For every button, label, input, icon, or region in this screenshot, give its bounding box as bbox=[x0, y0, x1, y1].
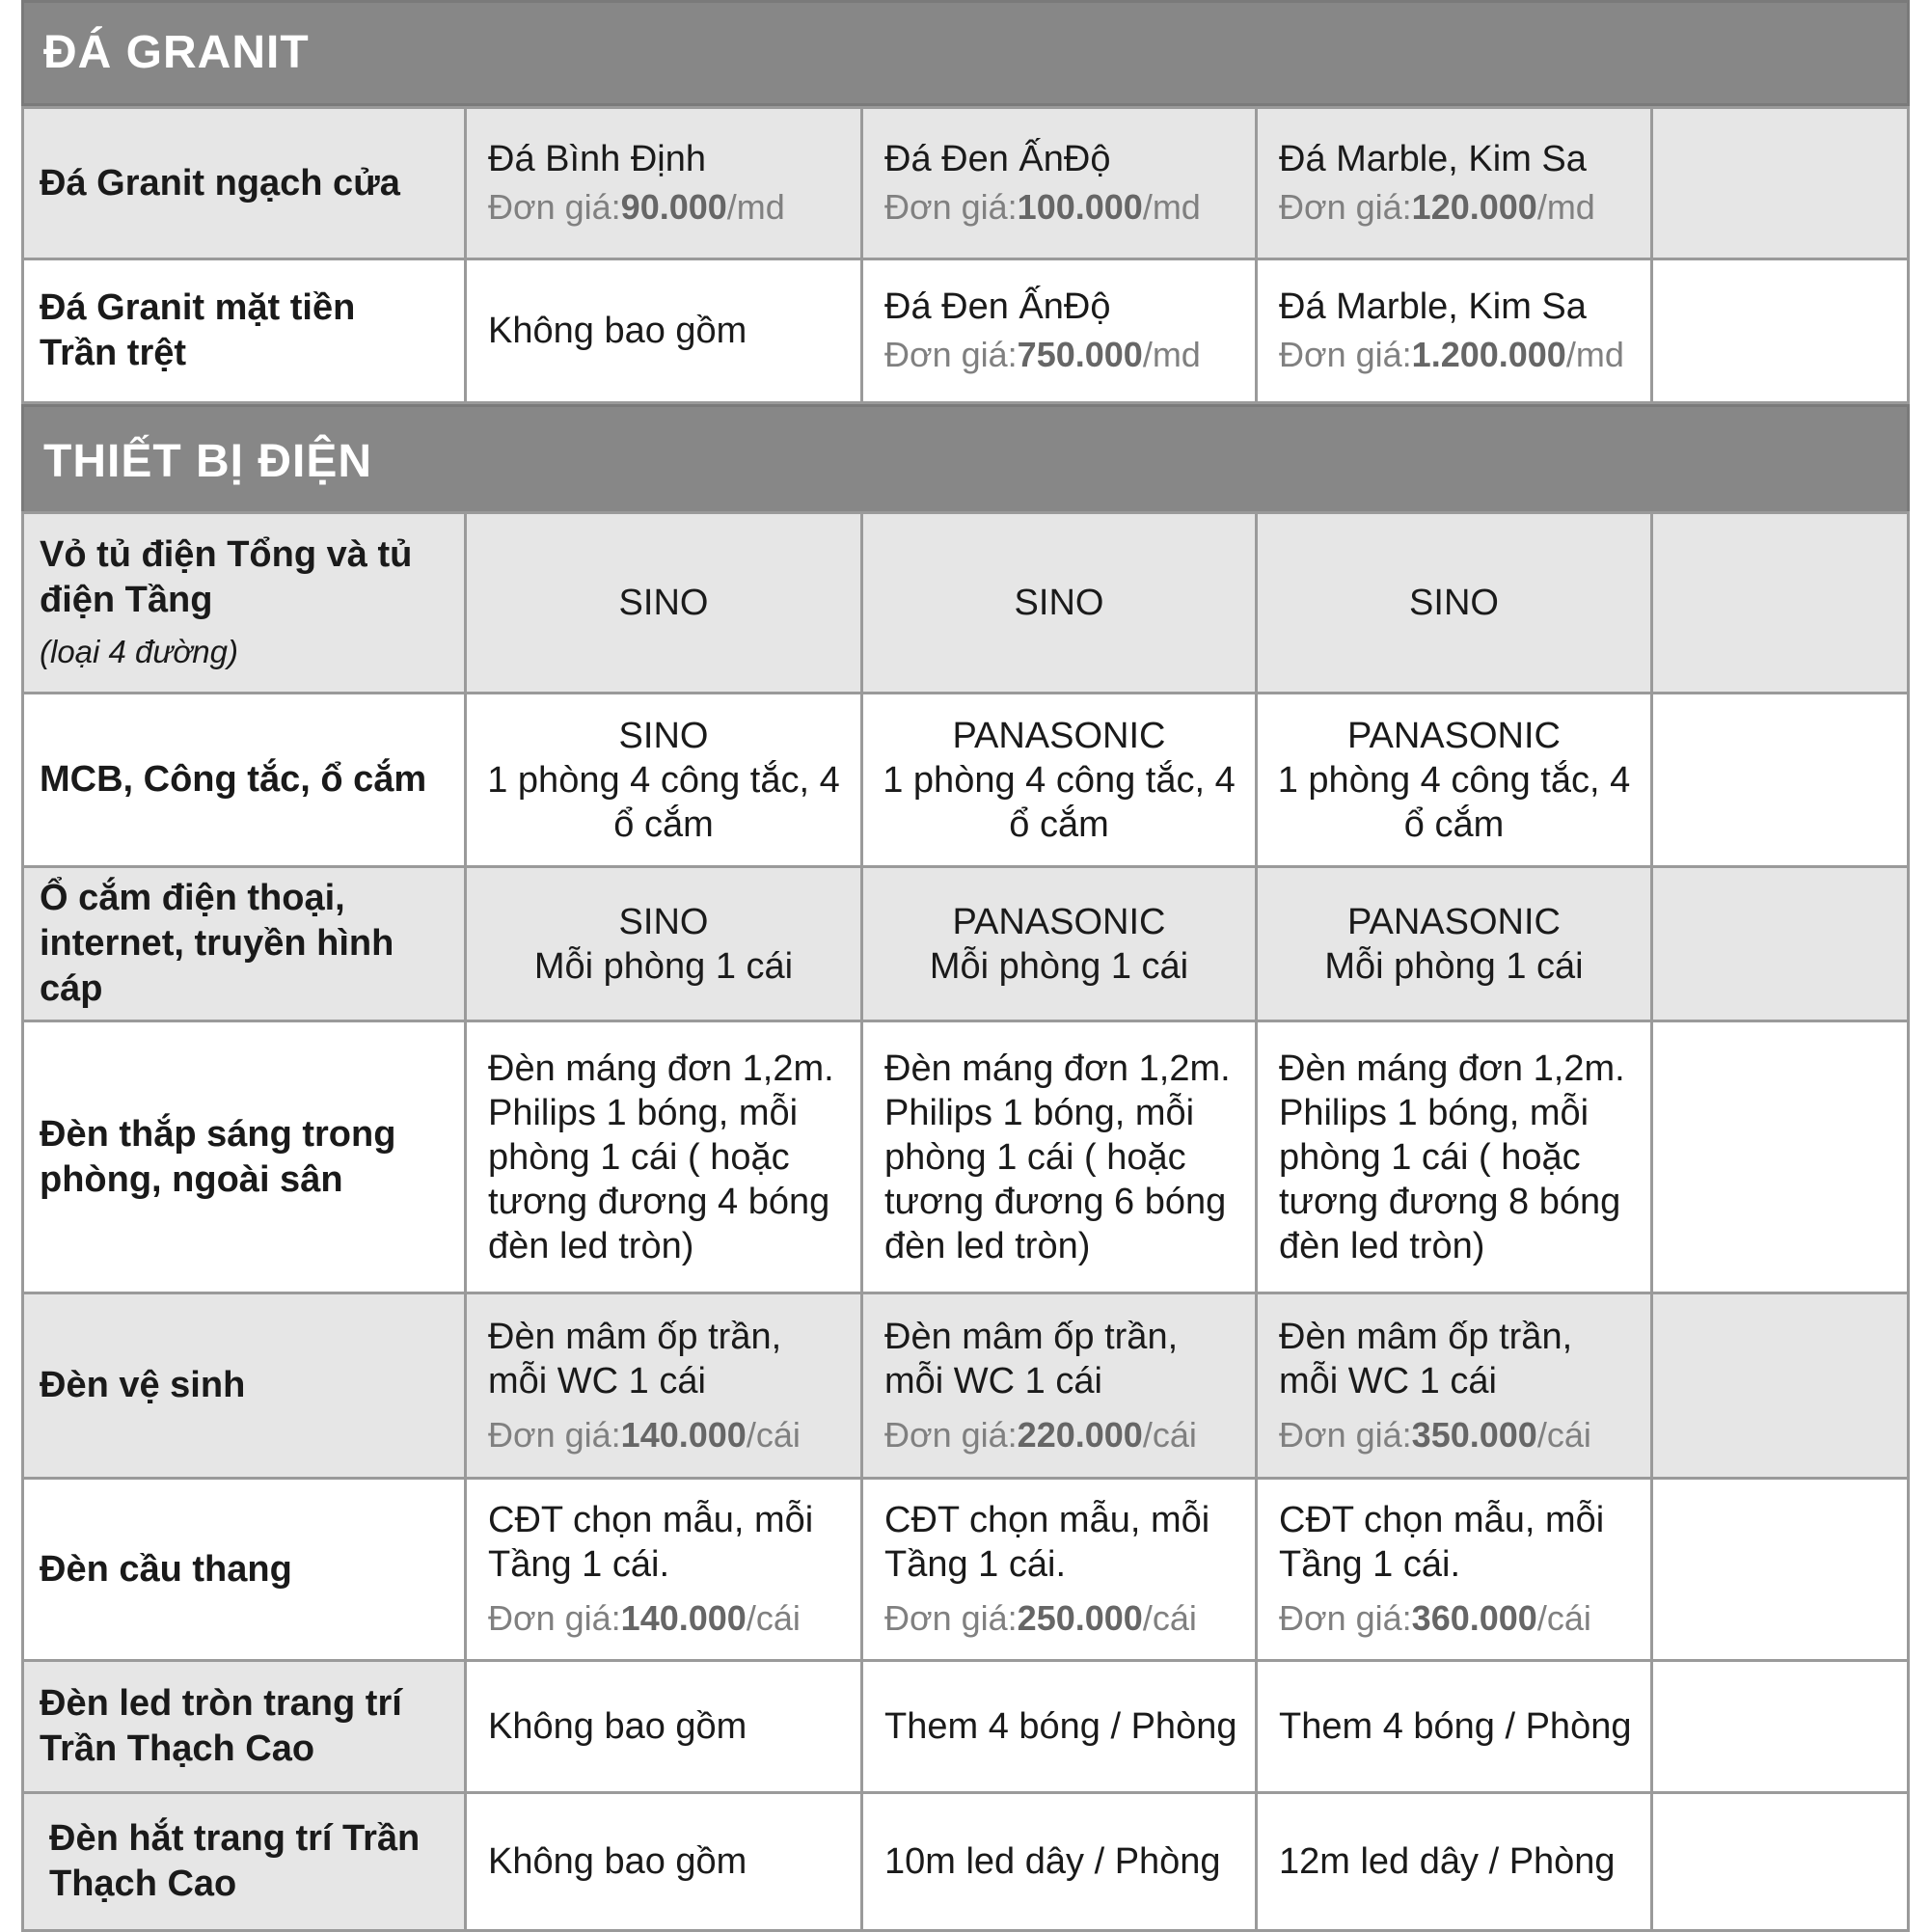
label-text: Đèn vệ sinh bbox=[40, 1365, 246, 1405]
detail-line: tương đương 6 bóng bbox=[884, 1181, 1227, 1222]
cell-granite-facade-tier2 bbox=[860, 258, 1258, 404]
detail-line: tương đương 8 bóng bbox=[1279, 1181, 1621, 1222]
price-prefix: Đơn giá: bbox=[884, 335, 1018, 374]
unit-price bbox=[488, 185, 860, 230]
price-value: 350.000 bbox=[1411, 1414, 1537, 1455]
cell-granite-facade-tier1 bbox=[464, 258, 863, 404]
label-text: Đá Granit ngạch cửa bbox=[40, 162, 400, 204]
label-line: Đá Granit mặt tiền bbox=[40, 287, 356, 328]
row-label-bathroom-light bbox=[21, 1292, 467, 1480]
cell-granite-threshold-tier2 bbox=[860, 106, 1258, 260]
price-value: 90.000 bbox=[620, 187, 727, 227]
cell-led-round-tier3 bbox=[1255, 1659, 1653, 1794]
cell-sockets-tier2 bbox=[860, 865, 1258, 1022]
row-label-led-strip bbox=[21, 1791, 467, 1932]
detail-line: CĐT chọn mẫu, mỗi bbox=[488, 1500, 814, 1540]
detail-line: Mỗi phòng 1 cái bbox=[1324, 945, 1584, 987]
cell-empty bbox=[1650, 865, 1910, 1022]
detail-line: đèn led tròn) bbox=[488, 1225, 694, 1266]
value-text: Them 4 bóng / Phòng bbox=[1279, 1706, 1632, 1747]
price-prefix: Đơn giá: bbox=[884, 1414, 1018, 1455]
unit-price bbox=[1279, 1596, 1650, 1641]
detail-line: phòng 1 cái ( hoặc bbox=[488, 1136, 790, 1178]
cell-granite-threshold-tier1 bbox=[464, 106, 863, 260]
detail-line: mỗi WC 1 cái bbox=[884, 1360, 1102, 1401]
detail-line: Đèn máng đơn 1,2m. bbox=[488, 1048, 834, 1089]
price-prefix: Đơn giá: bbox=[488, 1598, 621, 1638]
price-value: 360.000 bbox=[1411, 1598, 1537, 1638]
price-unit: /cái bbox=[746, 1414, 801, 1455]
label-text: MCB, Công tắc, ổ cắm bbox=[40, 759, 427, 800]
unit-price bbox=[488, 1596, 860, 1641]
material-name: Đá Bình Định bbox=[488, 139, 707, 179]
value-text: Không bao gồm bbox=[488, 1841, 747, 1882]
detail-line: 1 phòng 4 công tắc, 4 bbox=[487, 759, 840, 801]
brand-name: SINO bbox=[1014, 583, 1104, 623]
price-unit: /md bbox=[1565, 335, 1624, 374]
price-prefix: Đơn giá: bbox=[488, 187, 621, 227]
row-label-led-round bbox=[21, 1659, 467, 1794]
detail-line: Mỗi phòng 1 cái bbox=[533, 945, 794, 987]
brand-name: SINO bbox=[1409, 583, 1499, 623]
cell-bathroom-tier2 bbox=[860, 1292, 1258, 1480]
row-label-stair-light bbox=[21, 1477, 467, 1662]
unit-price bbox=[884, 1413, 1255, 1457]
detail-line: Đèn máng đơn 1,2m. bbox=[884, 1048, 1231, 1089]
detail-line: Đèn mâm ốp trần, bbox=[884, 1316, 1179, 1357]
cell-led-strip-tier3 bbox=[1255, 1791, 1653, 1932]
detail-line: mỗi WC 1 cái bbox=[488, 1360, 706, 1401]
cell-empty bbox=[1650, 692, 1910, 868]
cell-empty bbox=[1650, 511, 1910, 694]
unit-price bbox=[488, 1413, 860, 1457]
cell-sockets-tier3 bbox=[1255, 865, 1653, 1022]
label-line: Đèn led tròn trang trí bbox=[40, 1683, 402, 1724]
cell-empty bbox=[1650, 106, 1910, 260]
detail-line: Philips 1 bóng, mỗi bbox=[884, 1092, 1195, 1133]
cell-empty bbox=[1650, 1477, 1910, 1662]
cell-led-round-tier2 bbox=[860, 1659, 1258, 1794]
cell-bathroom-tier1 bbox=[464, 1292, 863, 1480]
cell-cabinet-tier3 bbox=[1255, 511, 1653, 694]
price-value: 120.000 bbox=[1411, 187, 1537, 227]
price-unit: /md bbox=[1142, 335, 1201, 374]
cell-mcb-tier2 bbox=[860, 692, 1258, 868]
price-unit: /cái bbox=[1142, 1598, 1197, 1638]
price-prefix: Đơn giá: bbox=[1279, 1414, 1412, 1455]
detail-line: Đèn mâm ốp trần, bbox=[1279, 1316, 1573, 1357]
unit-price bbox=[884, 1596, 1255, 1641]
brand-name: SINO bbox=[618, 715, 709, 756]
label-line: Trần Thạch Cao bbox=[40, 1728, 315, 1769]
brand-name: PANASONIC bbox=[1346, 715, 1561, 756]
brand-name: PANASONIC bbox=[952, 715, 1166, 756]
price-value: 100.000 bbox=[1017, 187, 1143, 227]
price-prefix: Đơn giá: bbox=[884, 187, 1018, 227]
price-value: 250.000 bbox=[1017, 1598, 1143, 1638]
cell-empty bbox=[1650, 1020, 1910, 1294]
detail-line: Đèn máng đơn 1,2m. bbox=[1279, 1048, 1625, 1089]
label-note: (loại 4 đường) bbox=[40, 633, 238, 669]
detail-line: tương đương 4 bóng bbox=[488, 1181, 830, 1222]
label-line: phòng, ngoài sân bbox=[40, 1158, 343, 1200]
section-header-granite bbox=[21, 0, 1910, 106]
section-title: THIẾT BỊ ĐIỆN bbox=[43, 436, 373, 487]
price-unit: /md bbox=[1536, 187, 1595, 227]
value-text: 10m led dây / Phòng bbox=[884, 1841, 1221, 1882]
cell-stairs-tier1 bbox=[464, 1477, 863, 1662]
price-value: 140.000 bbox=[620, 1414, 747, 1455]
price-unit: /cái bbox=[746, 1598, 801, 1638]
section-title: ĐÁ GRANIT bbox=[43, 27, 310, 78]
unit-price bbox=[884, 333, 1255, 377]
cell-stairs-tier2 bbox=[860, 1477, 1258, 1662]
price-prefix: Đơn giá: bbox=[488, 1414, 621, 1455]
price-prefix: Đơn giá: bbox=[1279, 335, 1412, 374]
detail-line: Tầng 1 cái. bbox=[1279, 1544, 1460, 1585]
material-name: Đá Marble, Kim Sa bbox=[1279, 286, 1587, 327]
detail-line: ổ cắm bbox=[613, 803, 714, 845]
row-label-granite-facade bbox=[21, 258, 467, 404]
value-text: 12m led dây / Phòng bbox=[1279, 1841, 1616, 1882]
cell-empty bbox=[1650, 1791, 1910, 1932]
unit-price bbox=[1279, 185, 1650, 230]
price-prefix: Đơn giá: bbox=[1279, 1598, 1412, 1638]
cell-mcb-tier1 bbox=[464, 692, 863, 868]
price-unit: /cái bbox=[1142, 1414, 1197, 1455]
detail-line: CĐT chọn mẫu, mỗi bbox=[884, 1500, 1210, 1540]
cell-granite-threshold-tier3 bbox=[1255, 106, 1653, 260]
price-value: 220.000 bbox=[1017, 1414, 1143, 1455]
label-line: Vỏ tủ điện Tổng và tủ bbox=[40, 533, 413, 575]
label-line: Trần trệt bbox=[40, 333, 187, 373]
cell-granite-facade-tier3 bbox=[1255, 258, 1653, 404]
label-line: Thạch Cao bbox=[49, 1864, 237, 1904]
cell-lighting-tier1 bbox=[464, 1020, 863, 1294]
row-label-sockets bbox=[21, 865, 467, 1022]
value-text: Không bao gồm bbox=[488, 1706, 747, 1747]
detail-line: đèn led tròn) bbox=[884, 1225, 1091, 1266]
detail-line: Tầng 1 cái. bbox=[488, 1544, 669, 1585]
cell-sockets-tier1 bbox=[464, 865, 863, 1022]
detail-line: phòng 1 cái ( hoặc bbox=[884, 1136, 1186, 1178]
detail-line: CĐT chọn mẫu, mỗi bbox=[1279, 1500, 1605, 1540]
cell-lighting-tier2 bbox=[860, 1020, 1258, 1294]
detail-line: Philips 1 bóng, mỗi bbox=[1279, 1092, 1589, 1133]
label-line: điện Tầng bbox=[40, 579, 213, 620]
detail-line: phòng 1 cái ( hoặc bbox=[1279, 1136, 1581, 1178]
label-line: Đèn thắp sáng trong bbox=[40, 1113, 396, 1155]
cell-empty bbox=[1650, 1659, 1910, 1794]
cell-mcb-tier3 bbox=[1255, 692, 1653, 868]
cell-empty bbox=[1650, 258, 1910, 404]
cell-led-round-tier1 bbox=[464, 1659, 863, 1794]
unit-price bbox=[1279, 1413, 1650, 1457]
detail-line: Philips 1 bóng, mỗi bbox=[488, 1092, 799, 1133]
material-name: Đá Marble, Kim Sa bbox=[1279, 139, 1587, 179]
price-value: 750.000 bbox=[1017, 335, 1143, 374]
unit-price bbox=[884, 185, 1255, 230]
detail-line: Tầng 1 cái. bbox=[884, 1544, 1066, 1585]
price-value: 140.000 bbox=[620, 1598, 747, 1638]
unit-price bbox=[1279, 333, 1650, 377]
row-label-cabinet bbox=[21, 511, 467, 694]
row-label-granite-threshold bbox=[21, 106, 467, 260]
material-name: Đá Đen ẤnĐộ bbox=[884, 286, 1111, 327]
brand-name: PANASONIC bbox=[952, 901, 1166, 942]
section-header-electrical bbox=[21, 404, 1910, 514]
cell-bathroom-tier3 bbox=[1255, 1292, 1653, 1480]
detail-line: 1 phòng 4 công tắc, 4 bbox=[1277, 759, 1631, 801]
price-value: 1.200.000 bbox=[1411, 335, 1566, 374]
cell-led-strip-tier2 bbox=[860, 1791, 1258, 1932]
label-text: Đèn cầu thang bbox=[40, 1548, 292, 1590]
cell-stairs-tier3 bbox=[1255, 1477, 1653, 1662]
detail-line: ổ cắm bbox=[1403, 803, 1505, 845]
price-unit: /md bbox=[1142, 187, 1201, 227]
detail-line: mỗi WC 1 cái bbox=[1279, 1360, 1497, 1401]
detail-line: đèn led tròn) bbox=[1279, 1225, 1485, 1266]
detail-line: Đèn mâm ốp trần, bbox=[488, 1316, 782, 1357]
label-line: Ổ cắm điện thoại, bbox=[40, 878, 345, 918]
price-unit: /cái bbox=[1536, 1414, 1591, 1455]
price-prefix: Đơn giá: bbox=[1279, 187, 1412, 227]
brand-name: SINO bbox=[618, 583, 709, 623]
label-line: internet, truyền hình bbox=[40, 923, 394, 964]
price-unit: /cái bbox=[1536, 1598, 1591, 1638]
value-text: Them 4 bóng / Phòng bbox=[884, 1706, 1237, 1747]
cell-empty bbox=[1650, 1292, 1910, 1480]
row-label-mcb bbox=[21, 692, 467, 868]
detail-line: ổ cắm bbox=[1009, 803, 1109, 845]
cell-lighting-tier3 bbox=[1255, 1020, 1653, 1294]
detail-line: 1 phòng 4 công tắc, 4 bbox=[883, 759, 1236, 801]
cell-led-strip-tier1 bbox=[464, 1791, 863, 1932]
brand-name: SINO bbox=[618, 901, 709, 942]
detail-line: Mỗi phòng 1 cái bbox=[929, 945, 1189, 987]
row-label-lighting bbox=[21, 1020, 467, 1294]
value-text: Không bao gồm bbox=[488, 311, 747, 351]
brand-name: PANASONIC bbox=[1346, 901, 1561, 942]
label-line: cáp bbox=[40, 968, 103, 1009]
price-prefix: Đơn giá: bbox=[884, 1598, 1018, 1638]
cell-cabinet-tier1 bbox=[464, 511, 863, 694]
material-name: Đá Đen ẤnĐộ bbox=[884, 139, 1111, 179]
price-unit: /md bbox=[726, 187, 785, 227]
label-line: Đèn hắt trang trí Trần bbox=[49, 1818, 421, 1859]
cell-cabinet-tier2 bbox=[860, 511, 1258, 694]
